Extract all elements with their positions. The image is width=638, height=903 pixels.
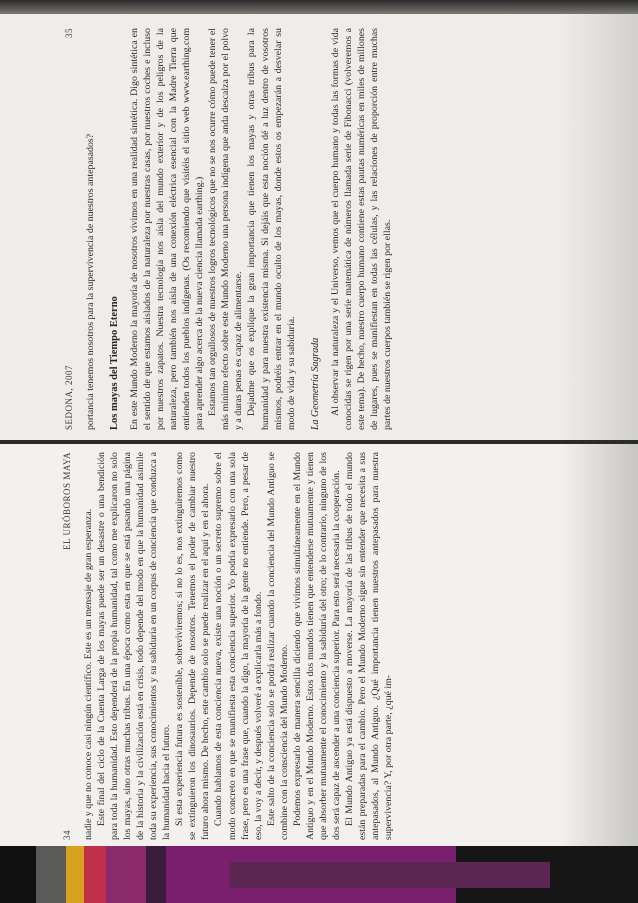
page-34-content (62, 452, 622, 840)
paragraph: Estamos tan orgullosos de nuestros logros tecnológicos que no se nos ocurre cómo puede tener el más mínimo efecto sobre este Mundo Moderno una persona indígena que anda descalza por el polvo y a duras penas es capaz de alimentarse. (207, 28, 245, 430)
running-header: EL URÓBOROS MAYA (62, 452, 72, 550)
section-subheading: La Geometría Sagrada (309, 337, 321, 430)
paragraph: Este final del ciclo de la Cuenta Larga de los mayas puede ser un desastre o una bendición para toda la humanidad. Esto dependerá de la propia humanidad, tal como me explicaron no solo los mayas, sino otras muchas tribus. En una época como esta en que se está pasando una página de la historia y la civilización está en crisis, todo depende del modo en que la humanidad asimile toda su experiencia, sus conocimientos y su sabiduría en un corpus de conciencia que conduzca a la humanidad hacia el futuro. (96, 452, 173, 840)
running-header: SEDONA, 2007 (64, 364, 74, 430)
page-35-text (84, 28, 394, 430)
paragraph: portancia tenemos nosotros para la supervivencia de nuestros antepasados? (85, 133, 96, 430)
paragraph: Cuando hablamos de esta conciencia nueva, existe una noción o un secreto supremo sobre el modo concreto en que se manifiesta esta conciencia superior. Yo podría expresarlo con una sola frase, pero es una frase que, cuando la digo, la mayoría de la gente no entiende. Pero, a pesar de eso, la voy a decir, y después volveré a explicarla más a fondo. (213, 452, 264, 840)
page-number: 35 (64, 28, 74, 38)
paragraph: Si esta experiencia futura es sostenible, sobreviviremos; si no lo es, nos extinguiremos como se extinguieron los dinosaurios. Depende de nosotros. Tenemos el poder de cambiar nuestro futuro ahora mismo. De hecho, este cambio solo se puede realizar en el aquí y en el ahora. (174, 452, 212, 840)
section-heading: Los mayas del Tiempo Eterno (109, 296, 121, 430)
background-object (106, 846, 146, 903)
background-object (146, 846, 166, 903)
page-35-content (64, 28, 624, 430)
page-34-text (82, 452, 395, 840)
background-object (36, 846, 66, 903)
background-object (66, 846, 84, 903)
background-object (230, 862, 550, 888)
paragraph: Al observar la naturaleza y el Universo, vemos que el cuerpo humano y todas las formas de vida conocidas se rigen por una serie matemática de números llamada serie de Fibonacci (volveremos a este tema). De hecho, nuestro cuerpo humano contiene estas pautas numéricas en miles de millones de lugares, pues se manifiestan en todas las células, y las relaciones de proporción entre muchas partes de nuestros cuerpos también se rigen por ellas. (329, 28, 393, 430)
paragraph: Podemos expresarlo de manera sencilla diciendo que vivimos simultáneamente en el Mundo Antiguo y en el Mundo Moderno. Estos dos mundos tienen que entenderse mutuamente y tienen que absorber mutuamente el conocimiento y la sabiduría del otro; de lo contrario, ninguno de los dos será capaz de ascender a una conciencia superior. Para esto será necesaria la cooperación. (291, 452, 342, 840)
paragraph: Dejadme que os explique la gran importancia que tienen los mayas y otras tribus para la humanidad y para nuestra existencia misma. Si dejáis que esta noción dé a luz dentro de vosotros mismos, podréis entrar en el mundo oculto de los mayas, donde estos os empezarán a desvelar su modo de vida y su sabiduría. (246, 28, 297, 430)
paragraph: Este salto de la conciencia solo se podrá realizar cuando la conciencia del Mundo Antiguo se combine con la consciencia del Mundo Moderno. (265, 452, 290, 840)
paragraph: En este Mundo Moderno la mayoría de nosotros vivimos en una realidad sintética. Digo sintética en el sentido de que estamos aislados de la naturaleza por nuestras casas, por nuestros coches e incluso por nuestros zapatos. Nuestra tecnología nos aísla del mundo exterior y de los peligros de la naturaleza, pero también nos aísla de una conexión eléctrica esencial con la Madre Tierra que entienden todos los pueblos indígenas. (Os recomiendo que visitéis el sitio web www.earthing.com para aprender algo acerca de la nueva ciencia llamada earthing.) (129, 28, 206, 430)
page-34-header (62, 452, 72, 840)
paragraph: nadie y que no conoce casi ningún científico. Este es un mensaje de gran esperanza. (83, 508, 94, 840)
background-object (84, 846, 106, 903)
paragraph: El Mundo Antiguo ya está dispuesto a moverse. La mayoría de las tribus de todo el mundo están preparadas para el cambio. Pero el Mundo Moderno sigue sin entender que necesita a sus antepasados, al Mundo Antiguo. ¿Qué importancia tienen nuestros antepasados para nuestra supervivencia? Y, por otra parte, ¿qué im- (343, 452, 395, 840)
page-number: 34 (62, 830, 72, 840)
scan-top-edge (0, 0, 638, 14)
page-35-header (64, 28, 74, 430)
